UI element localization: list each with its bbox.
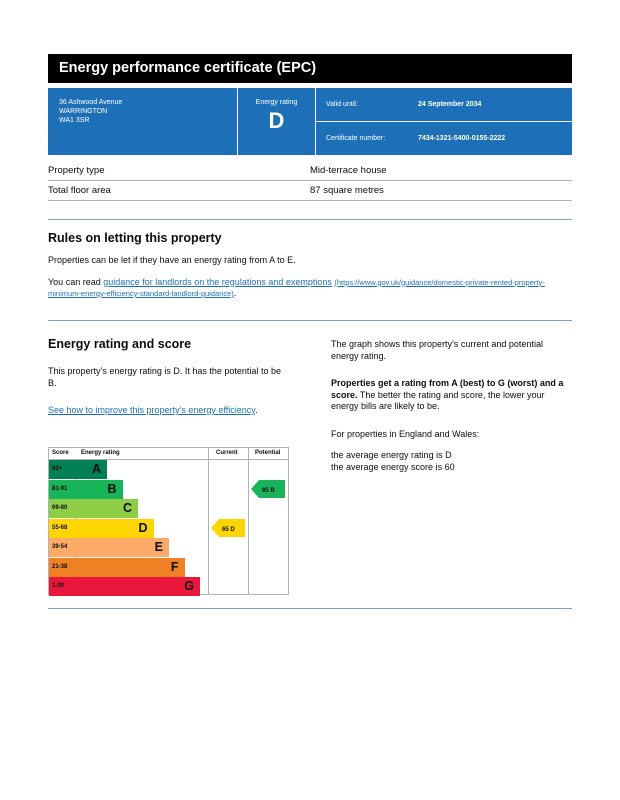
address-line-1: 36 Ashwood Avenue [59,99,123,106]
energy-heading: Energy rating and score [48,337,192,351]
graph-description: The graph shows this property’s current and potential energy rating. [331,339,543,361]
chart-divider-potential [248,448,249,594]
certificate-number-row [316,121,572,155]
rating-band-a [49,460,209,479]
band-bar [76,480,123,499]
property-details-table [48,161,572,201]
potential-rating-arrow [251,480,285,498]
chart-header [49,448,288,460]
section-divider [48,320,572,321]
chart-header-current: Current [216,450,238,456]
band-letter: E [154,540,163,554]
section-divider [48,608,572,609]
average-score: the average energy score is 60 [331,461,455,472]
summary-band [48,88,572,155]
band-bar [76,460,107,479]
band-letter: C [122,501,132,515]
letting-paragraph-1: Properties can be let if they have an energy rating from A to E. [48,255,296,265]
band-range-label: 21-38 [49,558,76,577]
band-bar [76,538,169,557]
band-letter: B [107,481,117,496]
energy-left-column [48,337,288,417]
certificate-number-label: Certificate number: [326,135,386,142]
chart-header-score: Score [52,450,69,456]
certificate-details [316,88,572,155]
rating-band-e [49,538,209,557]
floor-area-row [48,181,572,201]
average-rating: the average energy rating is D [331,450,452,460]
energy-rating-chart [48,447,289,595]
chart-header-potential: Potential [255,450,281,456]
band-letter: A [91,462,101,476]
epc-page [48,54,572,593]
band-range-label: 1-20 [49,577,76,596]
energy-rating-letter: D [268,108,285,133]
letting-heading: Rules on letting this property [48,231,222,245]
floor-area-value: 87 square metres [310,185,384,196]
improve-efficiency-link[interactable]: See how to improve this property’s energy efficiency [48,405,256,415]
certificate-number-value: 7434-1321-5400-0155-2222 [418,135,506,142]
address-block [48,88,238,155]
rating-band-f [49,558,209,577]
valid-until-value: 24 September 2034 [418,101,482,108]
improve-suffix: . [255,405,258,415]
improve-paragraph [48,405,288,417]
letting-paragraph-2 [48,277,572,300]
band-bar [76,519,154,538]
property-type-value: Mid-terrace house [310,165,387,176]
floor-area-label: Total floor area [48,185,111,196]
landlord-guidance-link[interactable]: guidance for landlords on the regulations and exemptions [103,276,332,287]
rating-explanation-rest: The better the rating and score, the lower your energy bills are likely to be. [331,389,545,411]
band-range-label: 92+ [49,460,76,479]
band-bar [76,577,200,596]
current-rating-arrow [211,519,245,537]
energy-rating-label: Energy rating [255,99,298,106]
band-letter: G [184,579,194,593]
band-range-label: 81-91 [49,480,76,499]
chart-header-rating: Energy rating [81,450,120,456]
energy-paragraph: This property’s energy rating is D. It has the potential to be B. [48,366,281,388]
rating-band-g [49,577,209,596]
rating-band-d [49,519,209,538]
property-type-label: Property type [48,165,105,176]
band-letter: D [138,520,148,535]
energy-right-column [331,339,571,473]
band-bar [76,499,138,518]
band-bar [76,558,185,577]
valid-until-row [316,88,572,121]
page-title: Energy performance certificate (EPC) [48,54,572,83]
address-line-3: WA1 3SR [59,117,90,124]
rating-explanation-bold: Properties get a rating from A (best) to G (worst) and a score. [331,378,564,400]
letting-paragraph-2-prefix: You can read [48,276,104,287]
rating-band-b [49,480,209,499]
valid-until-label: Valid until: [326,101,358,108]
landlord-guidance-url[interactable]: (https://www.gov.uk/guidance/domestic-private-rented-property-minimum-energy-efficiency-standard-landlord-guidance) [48,277,545,298]
band-range-label: 55-68 [49,519,76,538]
current-rating-arrow-label: 65 D [222,527,235,533]
address-line-2: WARRINGTON [59,108,108,115]
band-range-label: 39-54 [49,538,76,557]
energy-rating-box [238,88,316,155]
potential-rating-arrow-label: 85 B [262,488,275,494]
band-letter: F [170,559,179,574]
band-range-label: 69-80 [49,499,76,518]
letting-paragraph-2-suffix: . [233,288,237,298]
england-wales-intro: For properties in England and Wales: [331,428,480,439]
section-divider [48,219,572,220]
rating-band-c [49,499,209,518]
property-type-row [48,161,572,181]
rating-explanation [331,378,571,413]
